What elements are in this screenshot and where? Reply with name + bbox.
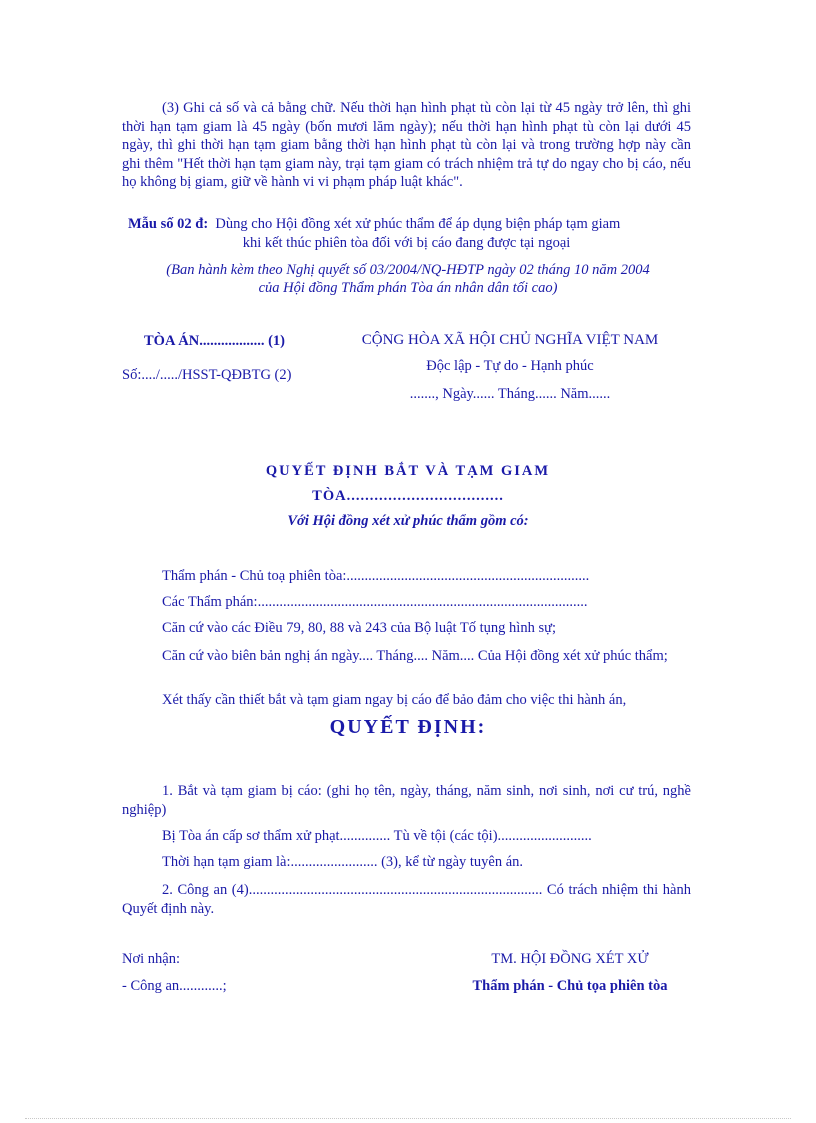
court-name: TÒA ÁN.................. (1) [144,333,285,349]
decision-item-2: 2. Công an (4)................................................................................. Có trách nhiệm thi hành Quyết định này. [122,882,691,917]
sentence-line: Bị Tòa án cấp sơ thẩm xử phạt.............. Tù về tội (các tội).......................... [162,828,592,844]
detention-term-line: Thời hạn tạm giam là:........................ (3), kể từ ngày tuyên án. [162,854,524,870]
document-number: Số:..../...../HSST-QĐBTG (2) [122,367,292,383]
presiding-judge-line: Thẩm phán - Chủ toạ phiên tòa:................................................................... [162,568,590,584]
signature-title: Thẩm phán - Chủ tọa phiên tòa [472,978,668,994]
panel-heading: Với Hội đồng xét xử phúc thẩm gồm có: [287,513,529,529]
form-label: Mẫu số 02 đ: [128,216,209,232]
recipient-police: - Công an............; [122,978,227,994]
page-bottom-border [25,1118,791,1119]
signature-organization: TM. HỘI ĐỒNG XÉT XỬ [491,951,649,967]
form-desc-line2: khi kết thúc phiên tòa đối với bị cáo đang được tại ngoại [242,235,571,251]
motto: Độc lập - Tự do - Hạnh phúc [426,358,594,374]
judges-line: Các Thẩm phán:........................................................................................... [162,594,588,610]
document-title: QUYẾT ĐỊNH BẮT VÀ TẠM GIAM [265,463,551,479]
date-line: ......., Ngày...... Tháng...... Năm...... [409,386,611,402]
form-issued-line2: của Hội đồng Thẩm phán Tòa án nhân dân tối cao) [258,280,558,296]
consideration-line: Xét thấy cần thiết bắt và tạm giam ngay bị cáo để bảo đảm cho việc thi hành án, [162,692,627,708]
note-3: (3) Ghi cả số và cả bằng chữ. Nếu thời hạn hình phạt tù còn lại từ 45 ngày trở lên, thì ghi thời hạn tạm giam là 45 ngày (bốn mươi lăm ngày); nếu thời hạn hình phạt tù còn lại dưới 45 ngày, thì ghi thời hạn tạm giam bằng thời hạn hình phạt tù còn lại và trong trường hợp này cần ghi thêm "Hết thời hạn tạm giam này, trại tạm giam có trách nhiệm trả tự do ngay cho bị cáo, nếu họ không bị giam, giữ về hành vi vi phạm pháp luật khác". [122,100,691,190]
legal-basis-2: Căn cứ vào biên bản nghị án ngày.... Tháng.... Năm.... Của Hội đồng xét xử phúc thẩm; [162,648,668,664]
recipients-label: Nơi nhận: [122,951,181,967]
form-label-line [128,216,620,233]
form-desc-line1: Dùng cho Hội đồng xét xử phúc thẩm để áp dụng biện pháp tạm giam [215,216,621,232]
decision-heading: QUYẾT ĐỊNH: [329,716,487,738]
form-issued-line1: (Ban hành kèm theo Nghị quyết số 03/2004/NQ-HĐTP ngày 02 tháng 10 năm 2004 [166,262,650,278]
title-court: TÒA.................................. [312,488,504,504]
legal-basis-1: Căn cứ vào các Điều 79, 80, 88 và 243 của Bộ luật Tố tụng hình sự; [162,620,556,636]
decision-item-1: 1. Bắt và tạm giam bị cáo: (ghi họ tên, ngày, tháng, năm sinh, nơi sinh, nơi cư trú, nghề nghiệp) [122,783,691,818]
nation-name: CỘNG HÒA XÃ HỘI CHỦ NGHĨA VIỆT NAM [361,332,659,348]
